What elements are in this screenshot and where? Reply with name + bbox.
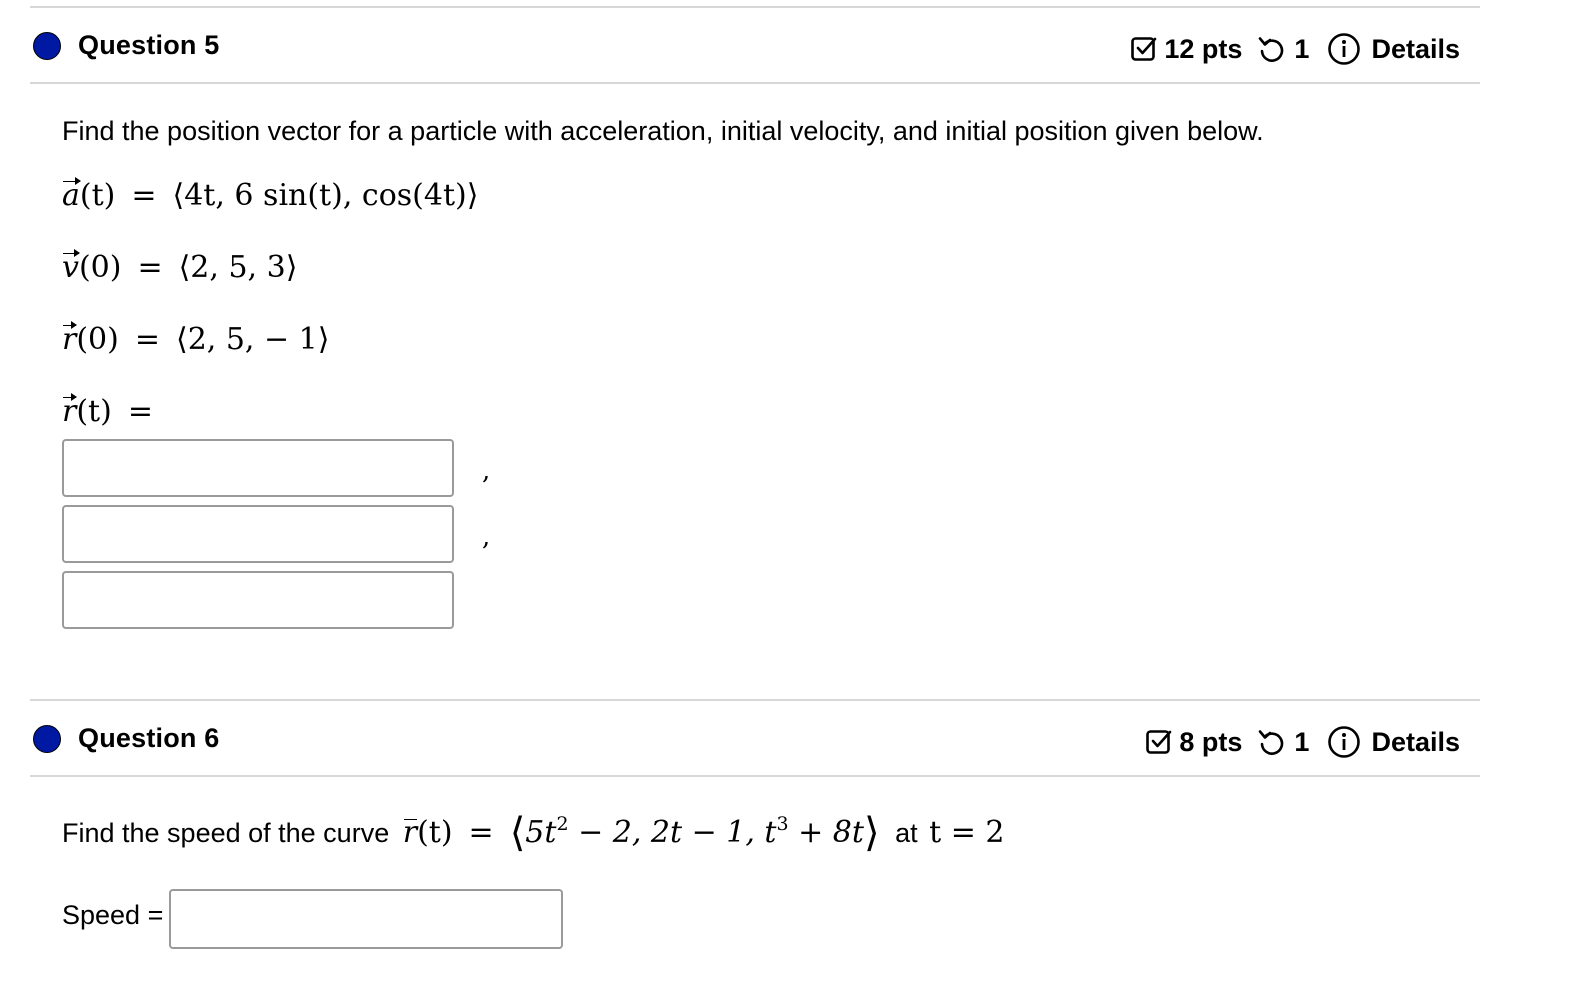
points-label: 8 pts bbox=[1179, 726, 1243, 757]
checkbox-icon bbox=[1130, 35, 1158, 63]
initial-position-value: ⟨2, 5, − 1⟩ bbox=[175, 322, 330, 357]
vector-r: r bbox=[402, 815, 418, 850]
details-link[interactable]: Details bbox=[1371, 726, 1460, 757]
question-meta bbox=[1130, 32, 1460, 66]
question-prompt: Find the position vector for a particle with acceleration, initial velocity, and initial position given below. bbox=[62, 116, 1264, 146]
divider bbox=[30, 6, 1480, 8]
points-label: 12 pts bbox=[1164, 33, 1243, 64]
evaluation-point: t = 2 bbox=[929, 815, 1005, 850]
answer-input-z[interactable] bbox=[62, 571, 454, 629]
question-title: Question 6 bbox=[78, 723, 220, 753]
component-separator: , bbox=[482, 522, 491, 552]
answer-input-x[interactable] bbox=[62, 439, 454, 497]
speed-label: Speed = bbox=[62, 900, 164, 930]
info-icon[interactable] bbox=[1327, 32, 1361, 66]
question-title: Question 5 bbox=[78, 30, 220, 60]
position-initial-equation: r(0) = ⟨2, 5, − 1⟩ bbox=[62, 322, 330, 357]
vector-v: v bbox=[62, 250, 79, 285]
divider bbox=[30, 775, 1480, 777]
question-status-dot bbox=[33, 725, 61, 753]
retry-count: 1 bbox=[1294, 33, 1310, 64]
component-separator: , bbox=[482, 456, 491, 486]
checkbox-icon bbox=[1145, 728, 1173, 756]
details-link[interactable]: Details bbox=[1371, 33, 1460, 64]
divider bbox=[30, 82, 1480, 84]
divider bbox=[30, 699, 1480, 701]
question-meta bbox=[1145, 725, 1460, 759]
position-function-label: r(t) = bbox=[62, 394, 153, 429]
question-status-dot bbox=[33, 32, 61, 60]
vector-r: r bbox=[62, 322, 77, 357]
vector-r: r bbox=[62, 394, 77, 429]
info-icon[interactable] bbox=[1327, 725, 1361, 759]
retry-count: 1 bbox=[1294, 726, 1310, 757]
vector-a: a bbox=[62, 178, 80, 213]
speed-input[interactable] bbox=[169, 889, 563, 949]
retry-icon bbox=[1256, 34, 1286, 64]
velocity-value: ⟨2, 5, 3⟩ bbox=[178, 250, 298, 285]
velocity-equation: v(0) = ⟨2, 5, 3⟩ bbox=[62, 250, 298, 285]
question-5-header bbox=[30, 12, 1480, 82]
answer-input-y[interactable] bbox=[62, 505, 454, 563]
retry-icon bbox=[1256, 727, 1286, 757]
question-prompt: Find the speed of the curve $r(t) = ⟨5t^2 - 2$, 2t − 1, $t^3$ + 8t⟩ at t = 2 bbox=[62, 810, 1005, 856]
acceleration-equation: a(t) = ⟨4t, 6 sin(t), cos(4t)⟩ bbox=[62, 178, 479, 213]
question-6-header bbox=[30, 705, 1480, 775]
acceleration-value: ⟨4t, 6 sin(t), cos(4t)⟩ bbox=[172, 178, 479, 213]
curve-expression: $r(t) = ⟨5t^2 - 2$, 2t − 1, $t^3$ + 8t⟩ bbox=[402, 810, 880, 856]
